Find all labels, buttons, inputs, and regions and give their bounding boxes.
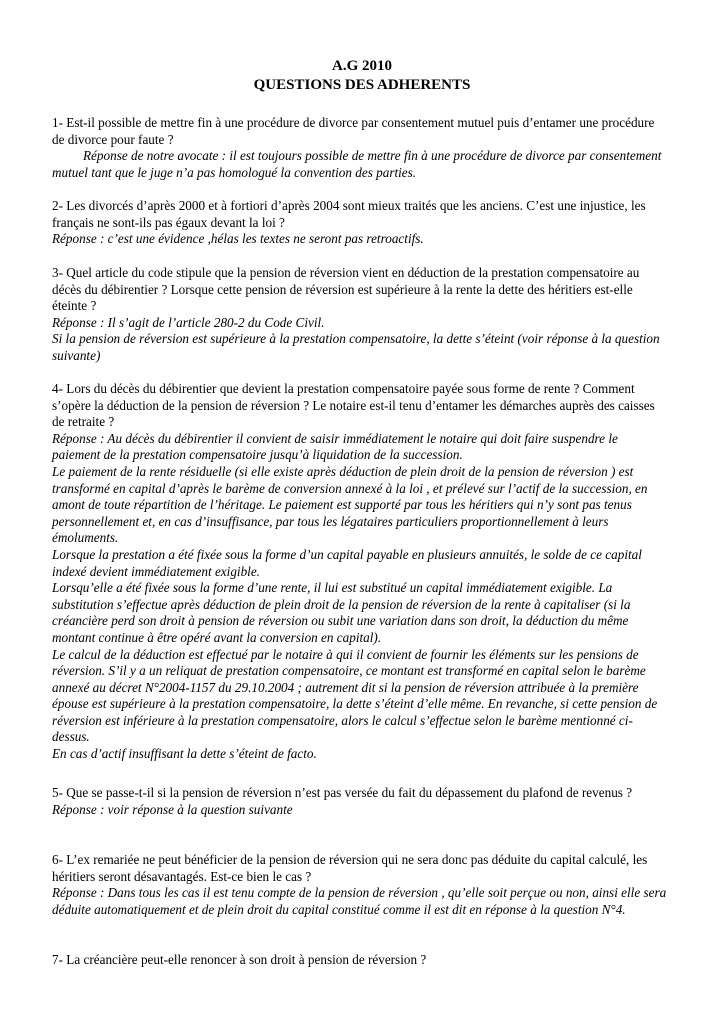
question-block-2 <box>52 198 667 248</box>
question-block-4 <box>52 381 667 763</box>
answer-text: Réponse : c’est une évidence ,hélas les textes ne seront pas retroactifs. <box>52 231 424 247</box>
answer-text: Le paiement de la rente résiduelle (si elle existe après déduction de plein droit de la pension de réversion ) est transformé en capital d’après le barème de conversion annexé à la loi , et prélevé sur l’actif de la succession, en amont de toute répartition de l’héritage. Le paiement est supporté par tous les héritiers qui n’y sont pas tenus personnellement et, en cas d’insuffisance, par tous les légataires particuliers proportionnellement à leurs émoluments. <box>52 463 648 546</box>
question-block-1 <box>52 115 667 181</box>
answer-text: Lorsqu’elle a été fixée sous la forme d’une rente, il lui est substitué un capital immédiatement exigible. La substitution s’effectue après déduction de plein droit de la pension de réversion de la rente à capitaliser (si la créancière perd son droit à pension de réversion ou subit une variation dans son droit, la déduction du même montant continue à être opéré avant la conversion en capital). <box>52 580 631 645</box>
question-block-3 <box>52 265 667 365</box>
question-text: 7- La créancière peut-elle renoncer à son droit à pension de réversion ? <box>52 952 427 967</box>
question-text: 3- Quel article du code stipule que la pension de réversion vient en déduction de la prestation compensatoire au décès du débirentier ? Lorsque cette pension de réversion est supérieure à la rente la dette des héritiers est-elle éteinte ? <box>52 265 640 314</box>
answer-text: Réponse : Dans tous les cas il est tenu compte de la pension de réversion , qu’elle soit perçue ou non, ainsi elle sera déduite automatiquement et de plein droit du capital constitué comme il est dit en réponse à la question N°4. <box>52 885 667 917</box>
question-text: 2- Les divorcés d’après 2000 et à fortiori d’après 2004 sont mieux traités que les anciens. C’est une injustice, les français ne sont-ils pas égaux devant la loi ? <box>52 198 646 230</box>
answer-text: Réponse : Il s’agit de l’article 280-2 du Code Civil. <box>52 314 325 330</box>
question-text: 5- Que se passe-t-il si la pension de réversion n’est pas versée du fait du dépassement du plafond de revenus ? <box>52 785 633 800</box>
question-block-5 <box>52 785 667 818</box>
question-text: 6- L’ex remariée ne peut bénéficier de la pension de réversion qui ne sera donc pas déduite du capital calculé, les héritiers seront désavantagés. Est-ce bien le cas ? <box>52 852 648 884</box>
document-title: A.G 2010 <box>332 58 392 74</box>
question-block-6 <box>52 852 667 918</box>
answer-text: Réponse : voir réponse à la question suivante <box>52 801 293 817</box>
question-text: 1- Est-il possible de mettre fin à une procédure de divorce par consentement mutuel puis d’entamer une procédure de divorce pour faute ? <box>52 115 655 147</box>
answer-text: Lorsque la prestation a été fixée sous la forme d’un capital payable en plusieurs annuités, le solde de ce capital indexé devient immédiatement exigible. <box>52 546 642 579</box>
document-subtitle: QUESTIONS DES ADHERENTS <box>253 77 471 93</box>
question-block-7 <box>52 952 667 969</box>
answer-text: Le calcul de la déduction est effectué par le notaire à qui il convient de fournir les éléments sur les pensions de réversion. S’il y a un reliquat de prestation compensatoire, ce montant est transformé en capital selon le barème annexé au décret N°2004-1157 du 29.10.2004 ; autrement dit si la pension de réversion attribuée à la première épouse est supérieure à la prestation compensatoire, la dette s’éteint d’elle même. En revanche, si cette pension de réversion est inférieure à la prestation compensatoire, alors le calcul s’effectue selon le barème mentionné ci-dessus. <box>52 646 658 745</box>
answer-text: Si la pension de réversion est supérieure à la prestation compensatoire, la dette s’éteint (voir réponse à la question suivante) <box>52 331 660 363</box>
answer-text: Réponse de notre avocate : il est toujours possible de mettre fin à une procédure de divorce par consentement mutuel tant que le juge n’a pas homologué la convention des parties. <box>52 148 662 180</box>
question-text: 4- Lors du décès du débirentier que devient la prestation compensatoire payée sous forme de rente ? Comment s’opère la déduction de la pension de réversion ? Le notaire est-il tenu d’entamer les démarches auprès des caisses de retraite ? <box>52 381 655 430</box>
answer-text: Réponse : Au décès du débirentier il convient de saisir immédiatement le notaire qui doit faire suspendre le paiement de la prestation compensatoire jusqu’à liquidation de la succession. <box>52 430 618 463</box>
answer-text: En cas d’actif insuffisant la dette s’éteint de facto. <box>52 746 317 762</box>
